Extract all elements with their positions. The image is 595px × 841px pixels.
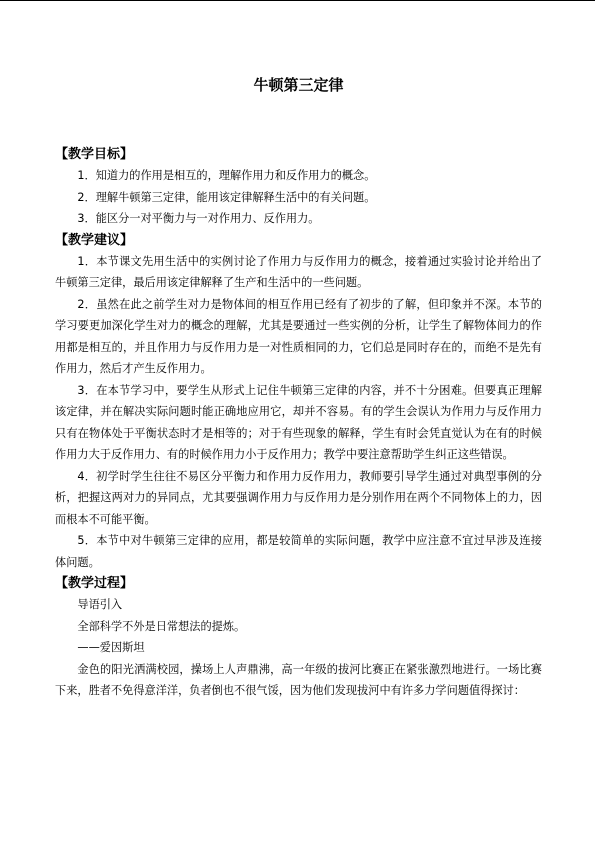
- intro-paragraph: 金色的阳光洒满校园，操场上人声鼎沸，高一年级的拔河比赛正在紧张激烈地进行。一场比赛下来，胜者不免得意洋洋，负者倒也不很气馁，因为他们发现拔河中有许多力学问题值得探讨：: [55, 662, 542, 697]
- header-rule: [0, 0, 595, 1]
- section-heading: 【教学目标】: [55, 147, 134, 162]
- goal-item: 3．能区分一对平衡力与一对作用力、反作用力。: [77, 212, 320, 225]
- goal-item: 2．理解牛顿第三定律，能用该定律解释生活中的有关问题。: [77, 190, 376, 204]
- section-teaching-suggestions: [55, 230, 542, 574]
- section-heading: 【教学建议】: [55, 232, 134, 248]
- goal-item: 1．知道力的作用是相互的，理解作用力和反作用力的概念。: [77, 169, 376, 182]
- suggestion-item: 2．虽然在此之前学生对力是物体间的相互作用已经有了初步的了解，但印象并不深。本节的学习要更加深化学生对力的概念的理解，尤其是要通过一些实例的分析，让学生了解物体间力的作用都是相互的，并且作用力与反作用力是一对性质相同的力，它们总是同时存在的，而绝不是先有作用力，然后才产生反作用力。: [55, 297, 542, 375]
- quote-text: 全部科学不外是日常想法的提炼。: [77, 619, 246, 633]
- document-title: 牛顿第三定律: [253, 76, 344, 94]
- quote-author: ——爱因斯坦: [77, 641, 145, 654]
- suggestion-item: 1．本节课文先用生活中的实例讨论了作用力与反作用力的概念，接着通过实验讨论并给出了牛顿第三定律，最后用该定律解释了生产和生活中的一些问题。: [55, 254, 542, 289]
- section-teaching-process: [55, 573, 542, 702]
- document-page: [55, 74, 542, 702]
- suggestion-item: 4．初学时学生往往不易区分平衡力和作用力反作用力，教师要引导学生通过对典型事例的分析，把握这两对力的异同点，尤其要强调作用力与反作用力是分别作用在两个不同物体上的力，因而根本不可能平衡。: [55, 469, 542, 526]
- section-teaching-goals: [55, 144, 542, 230]
- section-heading: 【教学过程】: [55, 576, 134, 591]
- intro-label: 导语引入: [77, 598, 123, 611]
- suggestion-item: 3．在本节学习中，要学生从形式上记住牛顿第三定律的内容，并不十分困难。但要真正理解该定律，并在解决实际问题时能正确地应用它，却并不容易。有的学生会误认为作用力与反作用力只有在物体处于平衡状态时才是相等的；对于有些现象的解释，学生有时会凭直觉认为在有的时候作用力大于反作用力、有的时候作用力小于反作用力；教学中要注意帮助学生纠正这些错误。: [55, 383, 542, 461]
- suggestion-item: 5．本节中对牛顿第三定律的应用，都是较简单的实际问题，教学中应注意不宜过早涉及连接体问题。: [55, 534, 542, 569]
